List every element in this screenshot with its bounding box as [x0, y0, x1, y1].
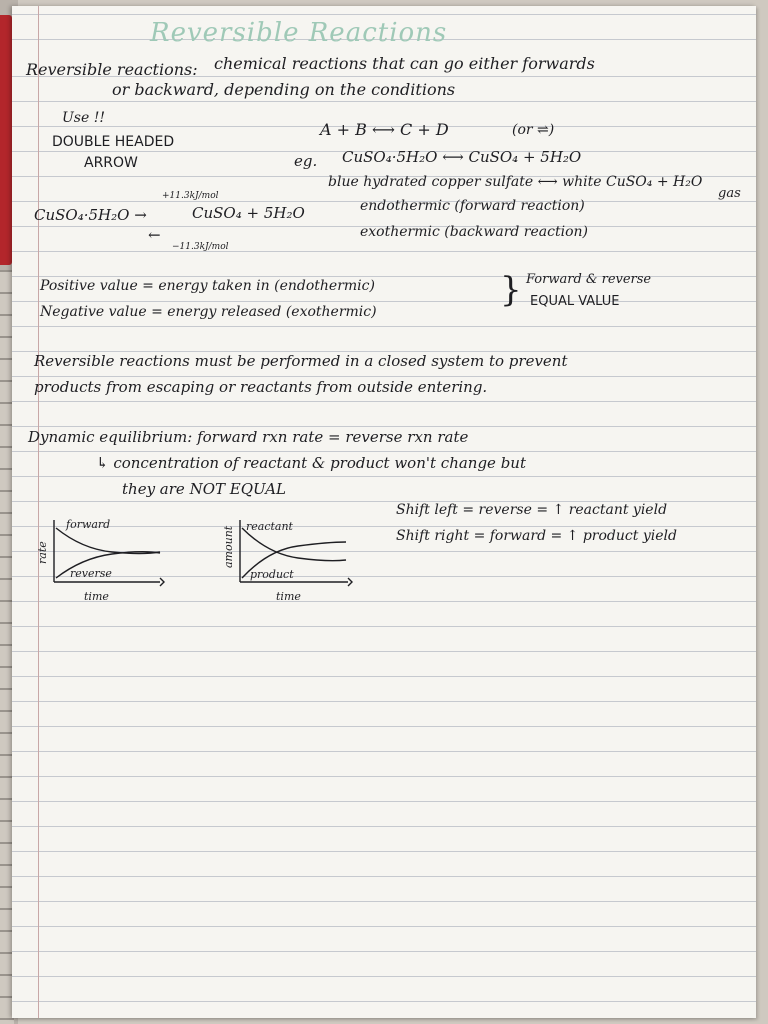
energy-reactant: CuSO₄·5H₂O → — [34, 206, 147, 224]
equilibrium-line3: they are NOT EQUAL — [122, 480, 286, 498]
gas-note: gas — [718, 186, 741, 201]
notebook-cover-edge — [0, 15, 12, 265]
use-note: Use !! — [62, 110, 105, 126]
reactant-curve-label: reactant — [246, 520, 293, 533]
negative-value-note: Negative value = energy released (exothermic) — [40, 304, 377, 320]
rate-time-graph — [32, 514, 172, 604]
forward-curve-label: forward — [66, 518, 111, 531]
closed-system-line2: products from escaping or reactants from outside entering. — [34, 378, 488, 396]
backward-energy: −11.3kJ/mol — [172, 242, 229, 252]
equal-value-note-2: EQUAL VALUE — [530, 294, 620, 309]
rate-graph-ylabel: rate — [36, 541, 49, 564]
rate-graph-xlabel: time — [84, 590, 109, 603]
general-equation: A + B ⟷ C + D — [320, 120, 449, 139]
example-description: blue hydrated copper sulfate ⟷ white CuSO₄ + H₂O — [328, 174, 703, 190]
amount-time-graph — [218, 514, 358, 604]
shift-right-note: Shift right = forward = ↑ product yield — [396, 528, 677, 544]
general-equation-alt: (or ⇌) — [512, 122, 555, 138]
double-headed-note: DOUBLE HEADED — [52, 134, 175, 150]
shift-left-note: Shift left = reverse = ↑ reactant yield — [396, 502, 668, 518]
forward-rate-curve — [56, 528, 160, 554]
equilibrium-line2: ↳ concentration of reactant & product won't change but — [96, 454, 526, 472]
product-curve-label: product — [250, 568, 294, 581]
example-equation: CuSO₄·5H₂O ⟷ CuSO₄ + 5H₂O — [342, 148, 582, 166]
example-prefix: eg. — [294, 152, 318, 170]
definition-line2: or backward, depending on the conditions — [112, 80, 456, 99]
amount-graph-x-arrowhead — [348, 578, 352, 586]
backward-arrow: ← — [148, 226, 161, 244]
amount-graph-xlabel: time — [276, 590, 301, 603]
definition-line1: chemical reactions that can go either forwards — [214, 54, 595, 73]
brace: } — [500, 270, 522, 310]
notebook-page — [12, 6, 756, 1018]
rate-graph-x-arrowhead — [160, 578, 164, 586]
endothermic-note: endothermic (forward reaction) — [360, 198, 585, 214]
equal-value-note-1: Forward & reverse — [526, 272, 652, 287]
positive-value-note: Positive value = energy taken in (endothermic) — [40, 278, 375, 294]
definition-term: Reversible reactions: — [26, 60, 198, 79]
exothermic-note: exothermic (backward reaction) — [360, 224, 588, 240]
forward-energy: +11.3kJ/mol — [162, 191, 219, 201]
page-title: Reversible Reactions — [150, 18, 448, 48]
energy-products: CuSO₄ + 5H₂O — [192, 204, 305, 222]
reverse-curve-label: reverse — [70, 567, 112, 580]
amount-graph-ylabel: amount — [222, 525, 235, 568]
closed-system-line1: Reversible reactions must be performed in a closed system to prevent — [34, 352, 568, 370]
margin-line — [38, 6, 39, 1018]
arrow-note: ARROW — [84, 155, 138, 171]
equilibrium-line1: Dynamic equilibrium: forward rxn rate = reverse rxn rate — [28, 428, 469, 446]
